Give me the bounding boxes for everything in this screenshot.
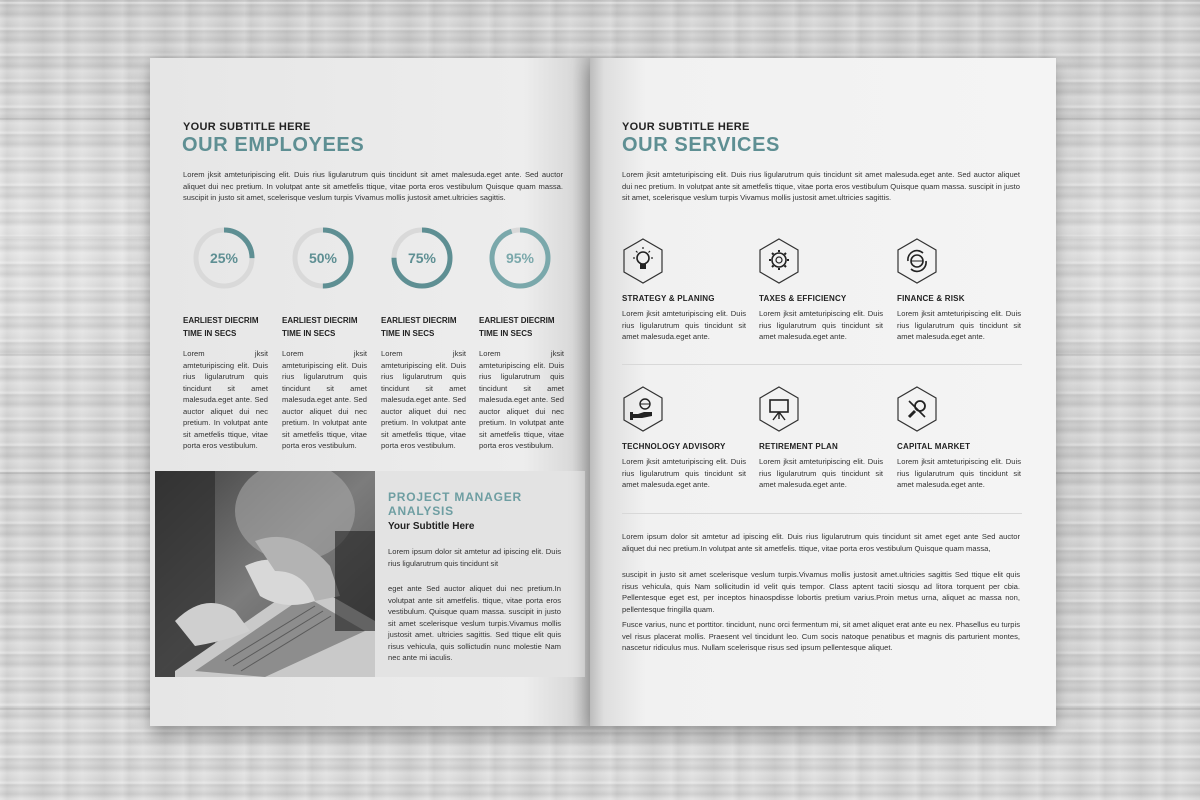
service-text-4: Lorem jksit amteturipiscing elit. Duis rius ligularutrum quis tincidunt sit amet malesuda.eget ante. [622,457,746,489]
services-divider-1 [622,364,1022,365]
right-page [590,58,1056,726]
service-title-6: CAPITAL MARKET [897,442,971,451]
stat-text-2: Lorem jksit amteturipiscing elit. Duis rius ligularutrum quis tincidunt sit amet malesuda.eget ante. Sed auctor aliquet dui nec pretium. In volutpat ante sit ametfelis ttique, vitae porta eros vestibulum. [282,349,367,450]
service-text-1: Lorem jksit amteturipiscing elit. Duis rius ligularutrum quis tincidunt sit amet malesuda.eget ante. [622,309,746,341]
tools-icon [896,386,938,432]
progress-ring-2 [291,226,355,290]
stat-title-3: EARLIEST DIECRIM TIME IN SECS [381,316,457,338]
stat-text-3: Lorem jksit amteturipiscing elit. Duis rius ligularutrum quis tincidunt sit amet malesuda.eget ante. Sed auctor aliquet dui nec pretium. In volutpat ante sit ametfelis ttique, vitae porta eros vestibulum. [381,349,466,450]
service-text-5: Lorem jksit amteturipiscing elit. Duis rius ligularutrum quis tincidunt sit amet malesuda.eget ante. [759,457,883,489]
stat-title-4: EARLIEST DIECRIM TIME IN SECS [479,316,555,338]
hand-globe-icon [622,386,664,432]
progress-ring-4 [488,226,552,290]
left-subtitle: YOUR SUBTITLE HERE [183,121,311,133]
right-intro: Lorem jksit amteturipiscing elit. Duis rius ligularutrum quis tincidunt sit amet malesuda.eget ante. Sed auctor aliquet dui nec pretium. In volutpat ante sit ametfelis ttique, vitae porta eros vestibulum Quisque quam massa. suscipit in justo sit amet, scelerisque veslum turpis Vivamus mollis justosit amet.ultricies sagittis. [622,170,1020,202]
progress-ring-1 [192,226,256,290]
project-manager-box [375,471,585,677]
stat-title-2: EARLIEST DIECRIM TIME IN SECS [282,316,358,338]
service-title-4: TECHNOLOGY ADVISORY [622,442,726,451]
project-para-2: eget ante Sed auctor aliquet dui nec pretium.In volutpat ante sit ametfelis. ttique, vitae porta eros vestibulum. Quisque quam massa. suscipit in justo sit amet scelerisque veslum turpis.Vivamus mollis justosit amet. ultricies sagittis. Sed ttique elit quis risus vehicula, quis sollictudin nunc molestie Nam nec ante mi iaculis. [388,584,561,662]
stat-text-4: Lorem jksit amteturipiscing elit. Duis rius ligularutrum quis tincidunt sit amet malesuda.eget ante. Sed auctor aliquet dui nec pretium. In volutpat ante sit ametfelis ttique, vitae porta eros vestibulum. [479,349,564,450]
service-title-3: FINANCE & RISK [897,294,965,303]
service-title-5: RETIREMENT PLAN [759,442,838,451]
ring-label-4: 95% [505,250,535,266]
project-subtitle: Your Subtitle Here [388,521,475,532]
service-title-1: STRATEGY & PLANING [622,294,715,303]
right-title: OUR SERVICES [622,134,780,156]
right-subtitle: YOUR SUBTITLE HERE [622,121,750,133]
presentation-board-icon [758,386,800,432]
left-page [150,58,590,726]
ring-label-2: 50% [308,250,338,266]
right-paragraph-3: Fusce varius, nunc et porttitor. tincidunt, nunc orci fermentum mi, sit amet aliquet erat ante eu nex. Phasellus eu turpis vel risus placerat mollis. Praesent vel tincidunt leo. Cum socis natoque penatibus et magnis dis parturient montes, nascetur ridiculus mus. Nullam scelerisque risus sed ipsum pellentesque aliquet. [622,620,1020,652]
ring-label-1: 25% [209,250,239,266]
progress-ring-3 [390,226,454,290]
lightbulb-icon [622,238,664,284]
globe-icon [896,238,938,284]
ring-label-3: 75% [407,250,437,266]
service-text-3: Lorem jksit amteturipiscing elit. Duis rius ligularutrum quis tincidunt sit amet malesuda.eget ante. [897,309,1021,341]
service-title-2: TAXES & EFFICIENCY [759,294,847,303]
laptop-photo [155,471,375,677]
right-paragraph-1: Lorem ipsum dolor sit amtetur ad ipiscing elit. Duis rius ligularutrum quis tincidunt sit amet eget ante Sed auctor aliquet dui nec pretium.In volutpat ante sit ametfelis. ttique, vitae porta eros vestibulum Quisque quam massa, [622,532,1020,553]
project-title: PROJECT MANAGER ANALYSIS [388,490,523,518]
right-paragraph-2: suscipit in justo sit amet scelerisque veslum turpis.Vivamus mollis justosit amet.ultricies sagittis Sed ttique elit quis risus vehicula, quis Nam sollicitudin id velit quis tempor. Class aptent taciti siosqu ad litora torquent per cbia. Pellentesque eget est, per inceptos hinaospdisse lobortis pretium varius.Proin metus urna, aliquet ac massa non, pellentesque fringilla quam. [622,570,1020,614]
stat-title-1: EARLIEST DIECRIM TIME IN SECS [183,316,259,338]
stat-text-1: Lorem jksit amteturipiscing elit. Duis rius ligularutrum quis tincidunt sit amet malesuda.eget ante. Sed auctor aliquet dui nec pretium. In volutpat ante sit ametfelis ttique, vitae porta eros vestibulum. [183,349,268,450]
services-divider-2 [622,513,1022,514]
service-text-2: Lorem jksit amteturipiscing elit. Duis rius ligularutrum quis tincidunt sit amet malesuda.eget ante. [759,309,883,341]
project-para-1: Lorem ipsum dolor sit amtetur ad ipiscing elit. Duis rius ligularutrum quis tincidunt sit [388,547,561,568]
left-title: OUR EMPLOYEES [182,134,365,156]
left-intro: Lorem jksit amteturipiscing elit. Duis rius ligularutrum quis tincidunt sit amet malesuda.eget ante. Sed auctor aliquet dui nec pretium. In volutpat ante sit ametfelis ttique, vitae porta eros vestibulum Quisque quam massa. suscipit in justo sit amet, scelerisque veslum turpis Vivamus mollis justosit amet.ultricies sagittis. [183,170,563,202]
gear-icon [758,238,800,284]
service-text-6: Lorem jksit amteturipiscing elit. Duis rius ligularutrum quis tincidunt sit amet malesuda.eget ante. [897,457,1021,489]
